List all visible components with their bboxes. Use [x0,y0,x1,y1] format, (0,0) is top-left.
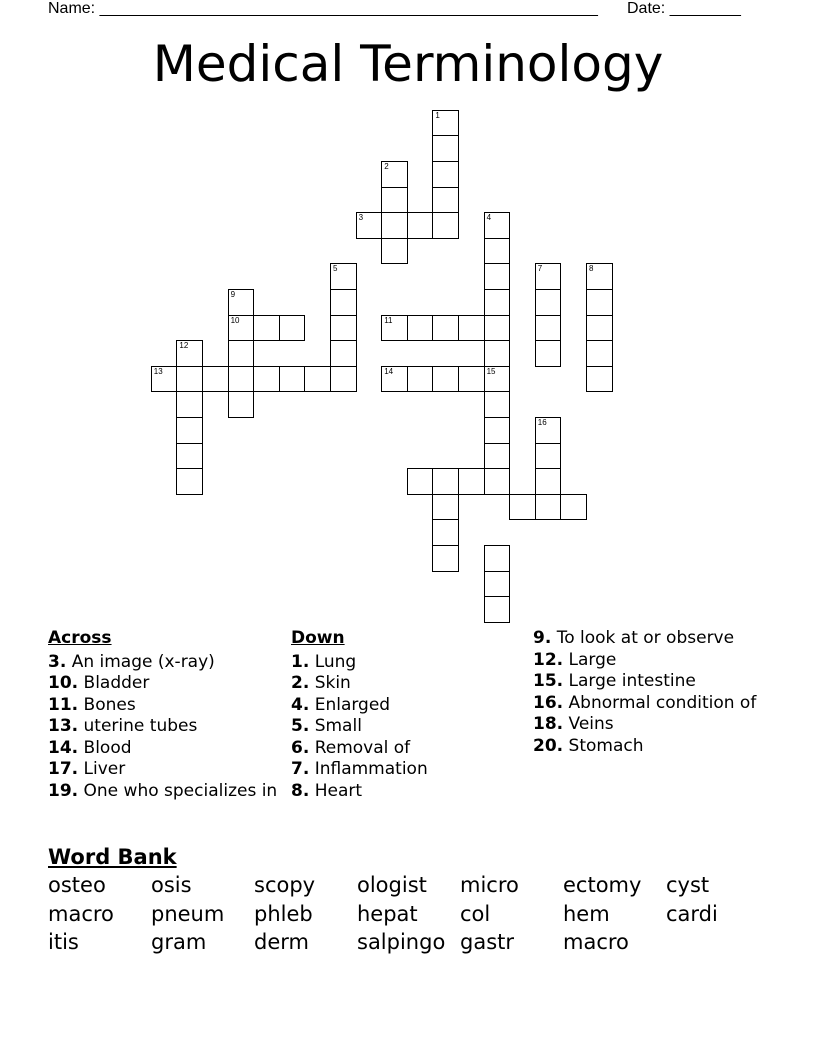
clue-item [533,693,768,714]
clue-item-number: 2. [291,673,310,693]
clue-item-number: 14. [48,737,79,758]
word-bank-word: ectomy [563,873,642,897]
word-bank-word: micro [460,873,519,897]
grid-cell[interactable] [484,289,511,316]
clue-item [48,759,283,780]
clue-item-number: 5. [291,716,310,736]
grid-cell[interactable] [484,417,511,444]
clue-item-text: Large intestine [563,671,696,691]
grid-cell[interactable] [381,161,408,188]
grid-cell[interactable] [432,545,459,572]
word-bank-word: gastr [460,930,515,954]
grid-cell[interactable] [484,596,511,623]
grid-cell[interactable] [407,468,434,495]
clue-item-text: Lung [309,651,357,672]
clue-item-text: Enlarged [309,694,391,715]
grid-cell[interactable] [304,366,331,393]
clue-item-text: Bladder [78,673,150,693]
clue-item [291,716,526,737]
grid-cell[interactable] [279,366,306,393]
grid-cell[interactable] [381,187,408,214]
clue-item-number: 16. [533,692,564,713]
clue-item-text: Removal of [309,737,411,758]
clue-item-number: 18. [533,714,564,734]
clue-item [291,759,526,780]
word-bank-word: macro [48,901,114,926]
clue-item-text: uterine tubes [78,716,198,736]
grid-cell[interactable] [228,315,255,342]
grid-cell[interactable] [432,519,459,546]
clue-item [48,781,283,802]
grid-cell[interactable] [484,391,511,418]
down-clue-list [291,652,526,802]
grid-cell[interactable] [432,494,459,521]
grid-cell[interactable] [176,468,203,495]
word-bank-word: col [460,901,491,926]
grid-cell[interactable] [330,366,357,393]
grid-cell[interactable] [432,468,459,495]
grid-cell[interactable] [407,212,434,239]
clue-number: 16 [537,418,547,427]
grid-cell[interactable] [586,340,613,367]
grid-cell[interactable] [381,366,408,393]
grid-cell[interactable] [176,443,203,470]
clue-item [533,650,768,671]
clue-item-text: Large [563,649,617,670]
clue-item [48,695,283,716]
grid-cell[interactable] [432,135,459,162]
grid-cell[interactable] [176,417,203,444]
grid-cell[interactable] [432,161,459,188]
word-bank-word: ologist [357,873,427,897]
clue-item-number: 19. [48,780,79,801]
clue-item-text: Blood [78,737,132,758]
clue-item-text: Small [309,716,362,736]
word-bank-word: hepat [357,901,418,926]
grid-cell[interactable] [535,494,562,521]
grid-cell[interactable] [228,289,255,316]
grid-cell[interactable] [356,212,383,239]
clue-item [48,738,283,759]
down-clues [291,628,526,802]
clue-item-text: Inflammation [309,759,428,779]
grid-cell[interactable] [586,366,613,393]
across-clues [48,628,283,802]
clue-item-text: To look at or observe [551,628,735,648]
down-heading: Down [291,628,345,648]
clue-item-number: 15. [533,671,564,691]
grid-cell[interactable] [432,366,459,393]
clue-item [48,673,283,694]
page-title: Medical Terminology [152,35,664,93]
grid-cell[interactable] [535,340,562,367]
grid-cell[interactable] [228,340,255,367]
clue-item-number: 13. [48,716,79,736]
word-bank-word: derm [254,930,309,954]
name-field-label: Name: ________________________________________________________ [48,0,598,17]
clue-item-text: Bones [78,694,136,715]
clue-item-number: 17. [48,759,79,779]
clue-item-text: Skin [309,673,351,693]
grid-cell[interactable] [253,366,280,393]
grid-cell[interactable] [202,366,229,393]
clue-number: 14 [384,366,394,376]
clue-item [48,716,283,737]
grid-cell[interactable] [407,366,434,393]
grid-cell[interactable] [458,366,485,393]
grid-cell[interactable] [484,212,511,239]
word-bank-word: phleb [254,901,313,926]
grid-cell[interactable] [253,315,280,342]
down-clue-list-continued [533,628,768,756]
clue-number: 10 [230,315,240,325]
clue-item-number: 4. [291,694,310,715]
grid-cell[interactable] [586,315,613,342]
clue-item-number: 9. [533,628,552,648]
grid-cell[interactable] [407,315,434,342]
clue-item-number: 11. [48,694,79,715]
clue-item [533,671,768,692]
word-bank-word: pneum [151,901,225,926]
clue-item-text: Liver [78,759,126,779]
clue-number: 13 [153,366,163,376]
word-bank-word: osis [151,873,192,897]
clue-number: 12 [179,341,189,351]
clue-number: 11 [384,315,393,325]
word-bank-word: hem [563,901,610,926]
word-bank-word: cyst [666,873,710,897]
clue-item-number: 1. [291,651,310,672]
clue-item [291,738,526,759]
clue-item-text: Abnormal condition of [563,692,757,713]
grid-cell[interactable] [586,289,613,316]
clue-item-text: An image (x-ray) [66,651,215,672]
grid-cell[interactable] [484,263,511,290]
clue-item-number: 12. [533,649,564,670]
clue-item-text: One who specializes in [78,780,278,801]
grid-cell[interactable] [432,315,459,342]
grid-cell[interactable] [432,110,459,137]
grid-cell[interactable] [484,238,511,265]
clue-item [291,652,526,673]
word-bank-word: gram [151,930,207,954]
grid-cell[interactable] [330,340,357,367]
clue-item-number: 10. [48,673,79,693]
word-bank-word: scopy [254,873,316,897]
grid-cell[interactable] [484,315,511,342]
word-bank-word: osteo [48,873,106,897]
word-bank-word: macro [563,930,629,954]
grid-cell[interactable] [484,571,511,598]
grid-cell[interactable] [458,315,485,342]
across-heading: Across [48,628,112,648]
grid-cell[interactable] [432,187,459,214]
grid-cell[interactable] [279,315,306,342]
grid-cell[interactable] [330,289,357,316]
clue-number: 8 [589,264,594,274]
clue-number: 2 [384,162,389,171]
grid-cell[interactable] [535,315,562,342]
grid-cell[interactable] [535,443,562,470]
grid-cell[interactable] [535,289,562,316]
clue-number: 3 [358,213,364,223]
grid-cell[interactable] [484,366,511,393]
clue-item-number: 3. [48,651,67,672]
clue-item [291,695,526,716]
clue-item [291,673,526,694]
grid-cell[interactable] [560,494,587,521]
clue-item-number: 6. [291,737,310,758]
clue-item-number: 20. [533,735,564,756]
grid-cell[interactable] [381,238,408,265]
clue-item-number: 8. [291,780,310,801]
grid-cell[interactable] [458,468,485,495]
clue-item-text: Stomach [563,735,644,756]
grid-cell[interactable] [151,366,178,393]
clue-item [533,628,768,649]
grid-cell[interactable] [484,443,511,470]
grid-cell[interactable] [535,468,562,495]
grid-cell[interactable] [176,366,203,393]
clue-number: 15 [486,366,496,376]
grid-cell[interactable] [381,315,408,342]
clue-item-text: Veins [563,714,614,734]
down-clues-continued [533,628,768,757]
clue-number: 4 [486,213,492,223]
clue-number: 1 [435,110,440,120]
word-bank-word: cardi [666,901,718,926]
date-field-label: Date: ________ [627,0,741,17]
grid-cell[interactable] [509,494,536,521]
clue-item [48,652,283,673]
grid-cell[interactable] [484,468,511,495]
clue-item-number: 7. [291,759,310,779]
grid-cell[interactable] [586,263,613,290]
clue-number: 5 [333,264,338,274]
clue-item [291,781,526,802]
grid-cell[interactable] [535,263,562,290]
word-bank-word: salpingo [357,930,446,954]
clue-item [533,736,768,757]
grid-cell[interactable] [228,391,255,418]
grid-cell[interactable] [228,366,255,393]
grid-cell[interactable] [484,340,511,367]
grid-cell[interactable] [176,340,203,367]
clue-item [533,714,768,735]
grid-cell[interactable] [535,417,562,444]
clue-number: 7 [537,264,543,274]
clue-item-text: Heart [309,780,363,801]
grid-cell[interactable] [484,545,511,572]
grid-cell[interactable] [432,212,459,239]
across-clue-list [48,652,283,802]
word-bank-word: itis [48,930,79,954]
clue-number: 9 [230,290,236,299]
grid-cell[interactable] [176,391,203,418]
grid-cell[interactable] [330,263,357,290]
word-bank-heading: Word Bank [48,845,177,869]
grid-cell[interactable] [330,315,357,342]
